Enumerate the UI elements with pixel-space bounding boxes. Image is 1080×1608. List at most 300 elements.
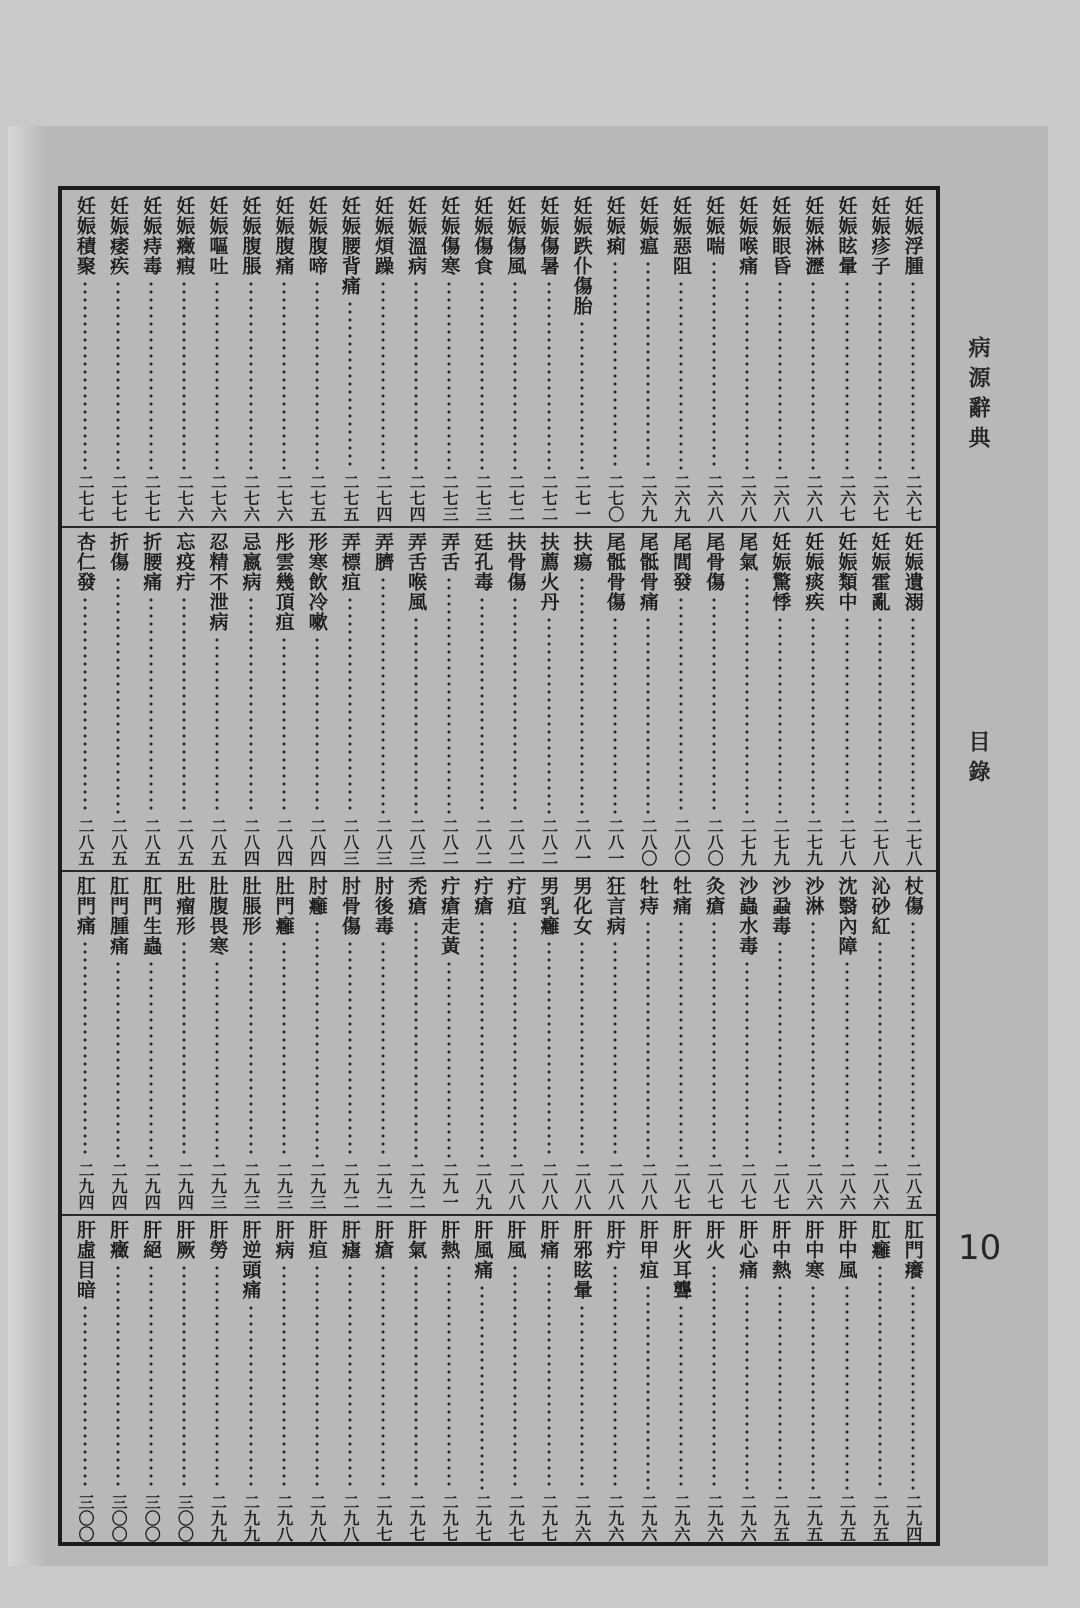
index-entry bbox=[467, 190, 497, 526]
dot-leader bbox=[811, 616, 815, 814]
index-entry bbox=[335, 526, 365, 870]
index-entry bbox=[302, 1214, 332, 1546]
dot-leader bbox=[845, 1284, 849, 1490]
entry-page: 二九六 bbox=[705, 1494, 725, 1542]
entry-title: 肛癰 bbox=[868, 1220, 891, 1260]
dot-leader bbox=[811, 920, 815, 1158]
dot-leader bbox=[845, 280, 849, 470]
dot-leader bbox=[613, 940, 617, 1158]
entry-page: 二八五 bbox=[142, 818, 162, 866]
dot-leader bbox=[381, 940, 385, 1158]
entry-page: 二六八 bbox=[771, 474, 791, 522]
index-entry bbox=[898, 190, 928, 526]
dot-leader bbox=[878, 1264, 882, 1490]
entry-page: 二六八 bbox=[804, 474, 824, 522]
entry-title: 妊娠眼昏 bbox=[769, 196, 792, 276]
entry-title: 禿瘡 bbox=[405, 876, 428, 916]
dot-leader bbox=[878, 940, 882, 1158]
entry-page: 二六七 bbox=[870, 474, 890, 522]
entry-page: 三〇〇 bbox=[76, 1494, 95, 1542]
entry-page: 二九五 bbox=[804, 1494, 824, 1542]
index-entry bbox=[732, 526, 762, 870]
dot-leader bbox=[778, 1284, 782, 1490]
entry-page: 二七七 bbox=[76, 474, 95, 522]
entry-title: 肚脹形 bbox=[239, 876, 262, 936]
entry-title: 杏仁發 bbox=[74, 532, 96, 592]
index-entry bbox=[269, 1214, 299, 1546]
entry-title: 沁砂紅 bbox=[868, 876, 891, 936]
entry-title: 肝火 bbox=[703, 1220, 726, 1260]
dot-leader bbox=[679, 280, 683, 470]
entry-page: 二九五 bbox=[870, 1494, 890, 1542]
dot-leader bbox=[116, 1264, 120, 1490]
index-entry bbox=[368, 1214, 398, 1546]
dot-leader bbox=[83, 940, 87, 1158]
entry-page: 二七六 bbox=[241, 474, 261, 522]
entry-page: 二八八 bbox=[638, 1162, 658, 1210]
entry-page: 二九七 bbox=[539, 1494, 559, 1542]
entry-title: 疔瘡 bbox=[471, 876, 494, 916]
dot-leader bbox=[911, 280, 915, 470]
entry-page: 二七〇 bbox=[605, 474, 625, 522]
entry-title: 妊娠眩暈 bbox=[835, 196, 858, 276]
dot-leader bbox=[215, 280, 219, 470]
book-page bbox=[8, 126, 1048, 1566]
entry-page: 二七七 bbox=[109, 474, 129, 522]
entry-page: 二八一 bbox=[605, 818, 625, 866]
dot-leader bbox=[878, 616, 882, 814]
entry-page: 二八九 bbox=[473, 1162, 493, 1210]
entry-title: 忍精不泄病 bbox=[206, 532, 229, 632]
index-entry bbox=[600, 190, 630, 526]
dot-leader bbox=[116, 280, 120, 470]
entry-title: 肛門生蟲 bbox=[140, 876, 163, 956]
entry-title: 妊娠腹啼 bbox=[305, 196, 328, 276]
dot-leader bbox=[381, 1264, 385, 1490]
entry-title: 肝中風 bbox=[835, 1220, 858, 1280]
entry-title: 扶瘍 bbox=[570, 532, 593, 572]
entry-page: 二八二 bbox=[440, 818, 460, 866]
dot-leader bbox=[911, 1284, 915, 1490]
entry-page: 二七七 bbox=[142, 474, 162, 522]
dot-leader bbox=[116, 960, 120, 1158]
entry-page: 二八五 bbox=[208, 818, 228, 866]
dot-leader bbox=[778, 280, 782, 470]
entry-page: 二九二 bbox=[340, 1162, 360, 1210]
index-entry bbox=[136, 526, 166, 870]
index-entry bbox=[567, 526, 597, 870]
entry-page: 二八六 bbox=[804, 1162, 824, 1210]
entry-title: 妊娠痰疾 bbox=[802, 532, 825, 612]
index-entry bbox=[236, 1214, 266, 1546]
dot-leader bbox=[679, 596, 683, 814]
book-title: 病源辭典 bbox=[965, 336, 991, 456]
entry-title: 肝心痛 bbox=[736, 1220, 759, 1280]
dot-leader bbox=[282, 1264, 286, 1490]
entry-page: 二八三 bbox=[340, 818, 360, 866]
entry-page: 二八六 bbox=[837, 1162, 857, 1210]
entry-title: 肝絕 bbox=[140, 1220, 163, 1260]
entry-page: 二七六 bbox=[274, 474, 294, 522]
entry-title: 妊娠傷寒 bbox=[438, 196, 461, 276]
entry-title: 妊娠癥瘕 bbox=[173, 196, 196, 276]
dot-leader bbox=[745, 1284, 749, 1490]
entry-title: 妊娠痢 bbox=[603, 196, 626, 256]
entry-page: 二八六 bbox=[870, 1162, 890, 1210]
entry-page: 二七六 bbox=[175, 474, 195, 522]
index-entry bbox=[798, 1214, 828, 1546]
entry-page: 二九六 bbox=[671, 1494, 691, 1542]
index-entry bbox=[534, 1214, 564, 1546]
entry-page: 二八七 bbox=[671, 1162, 691, 1210]
index-entry bbox=[633, 870, 663, 1214]
entry-page: 二八八 bbox=[506, 1162, 526, 1210]
entry-title: 沙蟲水毒 bbox=[736, 876, 759, 956]
index-entry bbox=[732, 190, 762, 526]
index-entry bbox=[865, 870, 895, 1214]
dot-leader bbox=[513, 1264, 517, 1490]
entry-page: 二七二 bbox=[539, 474, 559, 522]
entry-title: 疔瘡走黃 bbox=[438, 876, 461, 956]
entry-page: 三〇〇 bbox=[109, 1494, 129, 1542]
dot-leader bbox=[646, 1284, 650, 1490]
entry-page: 二九八 bbox=[307, 1494, 327, 1542]
dot-leader bbox=[83, 1304, 87, 1490]
entry-page: 二九七 bbox=[506, 1494, 526, 1542]
dot-leader bbox=[745, 280, 749, 470]
dot-leader bbox=[613, 1264, 617, 1490]
entry-title: 妊娠淋瀝 bbox=[802, 196, 825, 276]
index-entry bbox=[765, 526, 795, 870]
dot-leader bbox=[911, 920, 915, 1158]
index-entry bbox=[236, 870, 266, 1214]
index-entry bbox=[236, 190, 266, 526]
entry-title: 忘疫疔 bbox=[173, 532, 196, 592]
entry-page: 二八五 bbox=[175, 818, 195, 866]
entry-title: 折腰痛 bbox=[140, 532, 163, 592]
index-entry bbox=[865, 526, 895, 870]
entry-page: 二八八 bbox=[572, 1162, 592, 1210]
dot-leader bbox=[878, 280, 882, 470]
index-entry bbox=[534, 526, 564, 870]
entry-title: 扶薦火丹 bbox=[537, 532, 560, 612]
entry-page: 二七二 bbox=[506, 474, 526, 522]
entry-title: 妊娠喘 bbox=[703, 196, 726, 256]
entry-title: 肝疔 bbox=[603, 1220, 626, 1260]
entry-title: 妊娠嘔吐 bbox=[206, 196, 229, 276]
dot-leader bbox=[348, 596, 352, 814]
dot-leader bbox=[911, 616, 915, 814]
dot-leader bbox=[315, 636, 319, 814]
entry-title: 肝火耳聾 bbox=[669, 1220, 692, 1300]
entry-title: 肘癰 bbox=[305, 876, 328, 916]
dot-leader bbox=[613, 616, 617, 814]
dot-leader bbox=[149, 1264, 153, 1490]
index-entry bbox=[600, 526, 630, 870]
entry-page: 二八四 bbox=[241, 818, 261, 866]
dot-leader bbox=[513, 280, 517, 470]
index-entry bbox=[765, 190, 795, 526]
index-entry bbox=[467, 870, 497, 1214]
entry-title: 肝瘡 bbox=[371, 1220, 394, 1260]
entry-title: 肝中熱 bbox=[769, 1220, 792, 1280]
index-entry bbox=[798, 870, 828, 1214]
dot-leader bbox=[613, 260, 617, 470]
dot-leader bbox=[745, 576, 749, 814]
entry-title: 疔疽 bbox=[504, 876, 527, 916]
entry-page: 二九七 bbox=[473, 1494, 493, 1542]
index-entry bbox=[368, 190, 398, 526]
entry-title: 妊娠腹痛 bbox=[272, 196, 295, 276]
entry-page: 二七九 bbox=[804, 818, 824, 866]
entry-page: 二七四 bbox=[407, 474, 427, 522]
entry-page: 二九二 bbox=[373, 1162, 393, 1210]
dot-leader bbox=[215, 960, 219, 1158]
index-entry bbox=[666, 526, 696, 870]
entry-title: 牡痔 bbox=[636, 876, 659, 916]
entry-title: 妊娠浮腫 bbox=[901, 196, 924, 276]
entry-title: 廷孔毒 bbox=[471, 532, 494, 592]
dot-leader bbox=[778, 940, 782, 1158]
dot-leader bbox=[83, 280, 87, 470]
dot-leader bbox=[249, 596, 253, 814]
entry-page: 二八〇 bbox=[671, 818, 691, 866]
index-entry bbox=[699, 870, 729, 1214]
entry-page: 二八七 bbox=[771, 1162, 791, 1210]
entry-page: 二九三 bbox=[274, 1162, 294, 1210]
dot-leader bbox=[712, 260, 716, 470]
index-entry bbox=[567, 1214, 597, 1546]
entry-page: 二七八 bbox=[903, 818, 923, 866]
entry-title: 妊娠霍亂 bbox=[868, 532, 891, 612]
entry-title: 肝風 bbox=[504, 1220, 527, 1260]
entry-page: 二八一 bbox=[572, 818, 592, 866]
index-entry bbox=[832, 526, 862, 870]
dot-leader bbox=[249, 280, 253, 470]
dot-leader bbox=[547, 616, 551, 814]
dot-leader bbox=[215, 1264, 219, 1490]
entry-title: 妊娠溫病 bbox=[405, 196, 428, 276]
entry-page: 二九六 bbox=[638, 1494, 658, 1542]
index-entry bbox=[500, 1214, 530, 1546]
index-entry bbox=[832, 870, 862, 1214]
entry-page: 二九九 bbox=[241, 1494, 261, 1542]
index-entry bbox=[633, 1214, 663, 1546]
dot-leader bbox=[447, 280, 451, 470]
dot-leader bbox=[249, 1304, 253, 1490]
entry-title: 肚門癰 bbox=[272, 876, 295, 936]
entry-page: 二七五 bbox=[340, 474, 360, 522]
dot-leader bbox=[580, 940, 584, 1158]
index-entry bbox=[136, 1214, 166, 1546]
dot-leader bbox=[315, 1264, 319, 1490]
entry-title: 肝氣 bbox=[405, 1220, 428, 1260]
entry-title: 肝逆頭痛 bbox=[239, 1220, 262, 1300]
entry-page: 二七五 bbox=[307, 474, 327, 522]
index-entry bbox=[699, 1214, 729, 1546]
dot-leader bbox=[116, 576, 120, 814]
entry-page: 二八七 bbox=[705, 1162, 725, 1210]
index-entry bbox=[103, 526, 133, 870]
entry-title: 妊娠瘟 bbox=[636, 196, 659, 256]
entry-page: 二八四 bbox=[307, 818, 327, 866]
entry-page: 二九三 bbox=[208, 1162, 228, 1210]
dot-leader bbox=[811, 1284, 815, 1490]
entry-title: 弄舌喉風 bbox=[405, 532, 428, 612]
entry-page: 二六七 bbox=[837, 474, 857, 522]
entry-title: 肚腹畏寒 bbox=[206, 876, 229, 956]
entry-page: 二九六 bbox=[605, 1494, 625, 1542]
entry-title: 妊娠傷暑 bbox=[537, 196, 560, 276]
entry-page: 二六七 bbox=[903, 474, 923, 522]
index-entry bbox=[798, 526, 828, 870]
entry-page: 二八四 bbox=[274, 818, 294, 866]
entry-page: 二八五 bbox=[903, 1162, 923, 1210]
index-entry bbox=[633, 526, 663, 870]
dot-leader bbox=[745, 960, 749, 1158]
index-entry bbox=[798, 190, 828, 526]
entry-page: 二八八 bbox=[539, 1162, 559, 1210]
section-title: 目錄 bbox=[965, 730, 991, 790]
page-fold-shadow bbox=[8, 126, 48, 1566]
index-entry bbox=[169, 1214, 199, 1546]
index-entry bbox=[335, 190, 365, 526]
index-entry bbox=[103, 870, 133, 1214]
entry-title: 妊娠跌仆傷胎 bbox=[570, 196, 593, 316]
entry-title: 妊娠腰背痛 bbox=[338, 196, 361, 296]
entry-page: 二七四 bbox=[373, 474, 393, 522]
index-entry bbox=[500, 870, 530, 1214]
index-entry bbox=[732, 870, 762, 1214]
index-entry bbox=[666, 190, 696, 526]
entry-page: 二九三 bbox=[241, 1162, 261, 1210]
dot-leader bbox=[480, 1284, 484, 1490]
entry-title: 形寒飲冷嗽 bbox=[305, 532, 328, 632]
entry-title: 妊娠煩躁 bbox=[371, 196, 394, 276]
dot-leader bbox=[778, 616, 782, 814]
dot-leader bbox=[348, 940, 352, 1158]
index-entry bbox=[302, 190, 332, 526]
entry-title: 妊娠疹子 bbox=[868, 196, 891, 276]
entry-page: 二七九 bbox=[738, 818, 758, 866]
entry-page: 二八七 bbox=[738, 1162, 758, 1210]
dot-leader bbox=[480, 920, 484, 1158]
entry-title: 肝熱 bbox=[438, 1220, 461, 1260]
dot-leader bbox=[513, 920, 517, 1158]
entry-title: 彤雲幾頂疽 bbox=[272, 532, 295, 632]
entry-title: 肛門腫痛 bbox=[107, 876, 130, 956]
index-entry bbox=[335, 1214, 365, 1546]
index-entry bbox=[898, 870, 928, 1214]
entry-page: 二九四 bbox=[175, 1162, 195, 1210]
dot-leader bbox=[646, 920, 650, 1158]
index-entry bbox=[202, 870, 232, 1214]
index-entry bbox=[302, 870, 332, 1214]
index-entry bbox=[633, 190, 663, 526]
entry-title: 妊娠積聚 bbox=[74, 196, 96, 276]
entry-page: 二九七 bbox=[373, 1494, 393, 1542]
entry-page: 二九五 bbox=[837, 1494, 857, 1542]
index-band-1 bbox=[62, 190, 936, 526]
index-entry bbox=[136, 870, 166, 1214]
dot-leader bbox=[182, 940, 186, 1158]
entry-title: 肚瘤形 bbox=[173, 876, 196, 936]
entry-title: 尾骶骨痛 bbox=[636, 532, 659, 612]
entry-page: 二七九 bbox=[771, 818, 791, 866]
dot-leader bbox=[182, 596, 186, 814]
dot-leader bbox=[712, 920, 716, 1158]
dot-leader bbox=[480, 280, 484, 470]
index-frame bbox=[58, 186, 940, 1546]
entry-title: 妊娠驚悸 bbox=[769, 532, 792, 612]
dot-leader bbox=[547, 1264, 551, 1490]
entry-title: 妊娠喉痛 bbox=[736, 196, 759, 276]
entry-page: 二九七 bbox=[440, 1494, 460, 1542]
entry-page: 二九四 bbox=[142, 1162, 162, 1210]
dot-leader bbox=[149, 960, 153, 1158]
index-band-3 bbox=[62, 870, 936, 1214]
dot-leader bbox=[315, 920, 319, 1158]
dot-leader bbox=[414, 920, 418, 1158]
entry-page: 二九四 bbox=[903, 1494, 923, 1542]
entry-title: 男乳癰 bbox=[537, 876, 560, 936]
index-entry bbox=[600, 1214, 630, 1546]
entry-title: 妊娠痿疾 bbox=[107, 196, 130, 276]
index-entry bbox=[898, 1214, 928, 1546]
index-entry bbox=[500, 190, 530, 526]
entry-page: 二八五 bbox=[109, 818, 129, 866]
index-entry bbox=[467, 526, 497, 870]
index-entry bbox=[302, 526, 332, 870]
entry-title: 肝中寒 bbox=[802, 1220, 825, 1280]
entry-page: 二八八 bbox=[605, 1162, 625, 1210]
dot-leader bbox=[315, 280, 319, 470]
entry-title: 妊娠類中 bbox=[835, 532, 858, 612]
dot-leader bbox=[83, 596, 87, 814]
entry-title: 杖傷 bbox=[901, 876, 924, 916]
entry-page: 二七三 bbox=[473, 474, 493, 522]
dot-leader bbox=[679, 920, 683, 1158]
dot-leader bbox=[414, 1264, 418, 1490]
dot-leader bbox=[282, 940, 286, 1158]
entry-title: 尾骨傷 bbox=[703, 532, 726, 592]
entry-title: 肝瘧 bbox=[338, 1220, 361, 1260]
entry-title: 折傷 bbox=[107, 532, 130, 572]
index-entry bbox=[467, 1214, 497, 1546]
index-entry bbox=[169, 190, 199, 526]
entry-page: 二八二 bbox=[473, 818, 493, 866]
index-entry bbox=[70, 870, 100, 1214]
entry-page: 二九四 bbox=[76, 1162, 95, 1210]
dot-leader bbox=[348, 300, 352, 470]
dot-leader bbox=[679, 1304, 683, 1490]
index-entry bbox=[169, 526, 199, 870]
entry-page: 二九八 bbox=[274, 1494, 294, 1542]
dot-leader bbox=[414, 280, 418, 470]
entry-title: 妊娠痔毒 bbox=[140, 196, 163, 276]
entry-title: 牡痛 bbox=[669, 876, 692, 916]
dot-leader bbox=[845, 960, 849, 1158]
entry-title: 肝疸 bbox=[305, 1220, 328, 1260]
index-entry bbox=[202, 526, 232, 870]
entry-page: 二七六 bbox=[208, 474, 228, 522]
entry-title: 肝邪眩暈 bbox=[570, 1220, 593, 1300]
index-entry bbox=[401, 190, 431, 526]
index-entry bbox=[434, 870, 464, 1214]
index-entry bbox=[865, 1214, 895, 1546]
entry-page: 三〇〇 bbox=[175, 1494, 195, 1542]
entry-title: 灸瘡 bbox=[703, 876, 726, 916]
